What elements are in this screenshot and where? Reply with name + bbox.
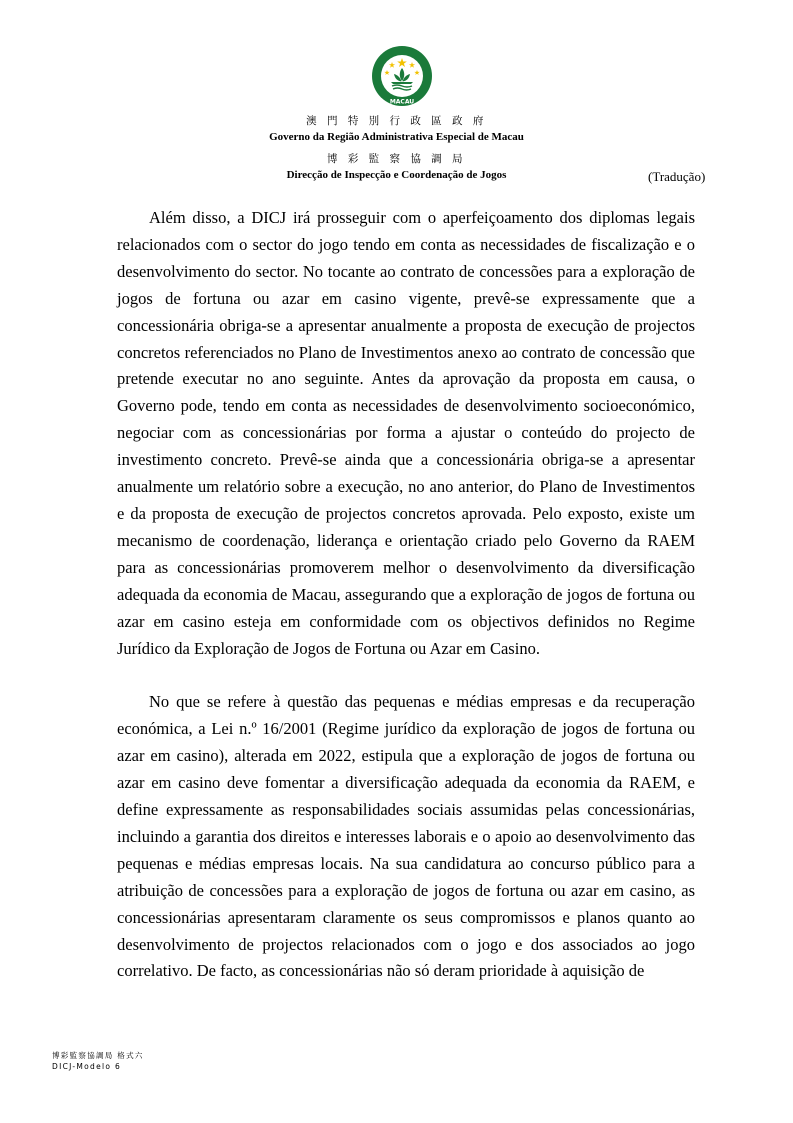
footer-form-code: DICJ-Modelo 6 bbox=[52, 1062, 122, 1071]
document-body bbox=[117, 205, 695, 985]
paragraph: Além disso, a DICJ irá prosseguir com o aperfeiçoamento dos diplomas legais relacionados com o sector do jogo tendo em conta as necessidades de fiscalização e o desenvolvimento do sector. No tocante ao contrato de concessões para a exploração de jogos de fortuna ou azar em casino vigente, prevê-se expressamente que a concessionária obriga-se a apresentar anualmente a proposta de execução de projectos concretos referenciados no Plano de Investimentos anexo ao contrato de concessão que pretende executar no ano seguinte. Antes da aprovação da proposta em causa, o Governo pode, tendo em conta as necessidades de desenvolvimento socioeconómico, negociar com as concessionárias por forma a ajustar o conteúdo do projecto de investimento concreto. Prevê-se ainda que a concessionária obriga-se a apresentar anualmente um relatório sobre a execução, no ano anterior, do Plano de Investimentos e da proposta de execução de projectos concretos aprovada. Pelo exposto, existe um mecanismo de coordenação, liderança e orientação criado pelo Governo da RAEM para as concessionárias promoverem melhor o desenvolvimento da diversificação adequada da economia de Macau, assegurando que a exploração de jogos de fortuna ou azar em casino esteja em conformidade com os objectivos definidos no Regime Jurídico da Exploração de Jogos de Fortuna ou Azar em Casino. bbox=[117, 208, 695, 658]
government-name-portuguese: Governo da Região Administrativa Especial de Macau bbox=[269, 131, 524, 143]
paragraph: No que se refere à questão das pequenas e médias empresas e da recuperação económica, a Lei n.º 16/2001 (Regime jurídico da exploração de jogos de fortuna ou azar em casino), alterada em 2022, estipula que a exploração de jogos de fortuna ou azar em casino deve fomentar a diversificação adequada da economia da RAEM, e define expressamente as responsabilidades sociais assumidas pelas concessionárias, incluindo a garantia dos direitos e interesses laborais e o apoio ao desenvolvimento das pequenas e médias empresas locais. Na sua candidatura ao concurso público para a atribuição de concessões para a exploração de jogos de fortuna ou azar em casino, as concessionárias apresentaram claramente os seus compromissos e planos quanto ao desenvolvimento de projectos relacionados com o jogo e dos associados ao jogo correlativo. De facto, as concessionárias não só deram prioridade à aquisição de bbox=[117, 692, 695, 981]
department-name-portuguese: Direcção de Inspecção e Coordenação de Jogos bbox=[286, 169, 507, 181]
macau-emblem-icon bbox=[370, 44, 434, 108]
translation-note: (Tradução) bbox=[648, 169, 706, 184]
government-name-chinese: 澳 門 特 別 行 政 區 政 府 bbox=[306, 115, 487, 127]
department-name-chinese: 博 彩 監 察 協 調 局 bbox=[326, 153, 467, 165]
form-footer bbox=[52, 1050, 144, 1072]
footer-form-chinese: 博彩監察協調局 格式六 bbox=[52, 1051, 144, 1060]
emblem-label: MACAU bbox=[389, 98, 415, 106]
